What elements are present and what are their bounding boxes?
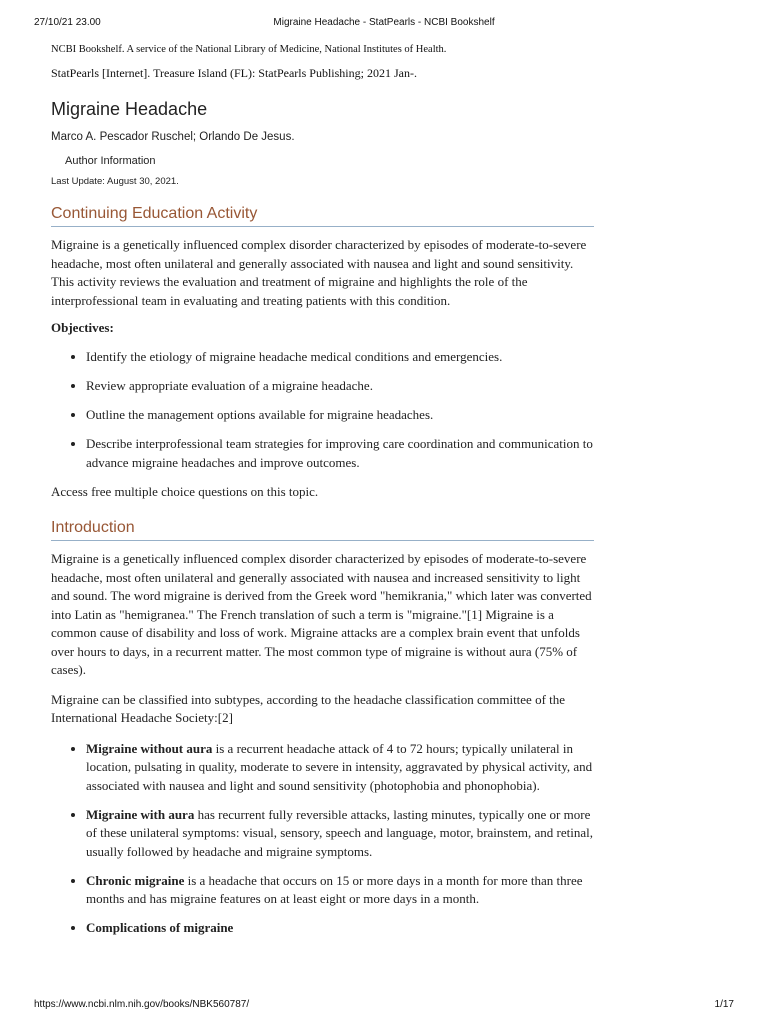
authors[interactable]: Marco A. Pescador Ruschel; Orlando De Jesus.: [51, 131, 295, 143]
list-item: [86, 740, 594, 796]
subtype-term: Chronic migraine: [86, 872, 185, 888]
list-item: • Identify the etiology of migraine headache medical conditions and emergencies.: [86, 348, 594, 367]
list-item: [86, 806, 594, 862]
subtype-term: Migraine without aura: [86, 740, 213, 756]
print-date: 27/10/21 23.00: [34, 17, 101, 28]
subtype-description: has recurrent fully reversible attacks, lasting minutes, typically one or more of these unilateral symptoms: visual, sensory, speech and language, motor, brainstem, and retinal, usually followed by headache and migraine symptoms.: [86, 806, 593, 859]
list-item: • Outline the management options available for migraine headaches.: [86, 406, 594, 425]
page-url: https://www.ncbi.nlm.nih.gov/books/NBK560787/: [34, 999, 250, 1010]
list-item: [86, 919, 594, 938]
last-update: Last Update: August 30, 2021.: [51, 176, 179, 187]
access-questions-link[interactable]: Access free multiple choice questions on this topic.: [51, 483, 319, 499]
introduction-paragraph-2: Migraine can be classified into subtypes, according to the headache classification committee of the International Headache Society:[2]: [51, 691, 566, 725]
print-page-title: Migraine Headache - StatPearls - NCBI Bookshelf: [273, 17, 495, 28]
introduction-heading: Introduction: [51, 519, 594, 541]
subtype-term: Migraine with aura: [86, 806, 195, 822]
ce-activity-heading: Continuing Education Activity: [51, 205, 594, 227]
ce-activity-paragraph: Migraine is a genetically influenced complex disorder characterized by episodes of moderate-to-severe headache, most often unilateral and generally associated with nausea and light and sound sensitivity. This activity reviews the evaluation and treatment of migraine and highlights the role of the interprofessional team in evaluating and treating patients with this condition.: [51, 237, 587, 308]
subtype-description: is a headache that occurs on 15 or more days in a month for more than three months and has migraine features on at least eight or more days in a month.: [86, 872, 583, 906]
list-item: • Review appropriate evaluation of a migraine headache.: [86, 377, 594, 396]
page-number: 1/17: [714, 999, 734, 1010]
objectives-list: [51, 348, 594, 472]
introduction-paragraph-1: Migraine is a genetically influenced complex disorder characterized by episodes of moderate-to-severe headache, most often unilateral and generally associated with nausea and increased sensitivity to light and sound. The word migraine is derived from the Greek word "hemikrania," which later was converted into Latin as "hemigranea." The French translation of such a term is "migraine."[1] Migraine is a common cause of disability and loss of work. Migraine attacks are a complex brain event that unfolds over hours to days, in a recurrent matter. The most common type of migraine is without aura (75% of cases).: [51, 551, 592, 677]
subtype-description: is a recurrent headache attack of 4 to 72 hours; typically unilateral in location, pulsating in quality, moderate to severe in intensity, aggravated by physical activity, and associated with nausea and light and sound sensitivity (photophobia and phonophobia).: [86, 740, 593, 793]
list-item: [86, 872, 594, 909]
author-information-link[interactable]: Author Information: [65, 155, 156, 167]
objectives-label: Objectives:: [51, 320, 114, 335]
list-item: • Describe interprofessional team strategies for improving care coordination and communication to advance migraine headaches and improve outcomes.: [86, 435, 594, 472]
subtype-term: Complications of migraine: [86, 920, 234, 935]
article-title: Migraine Headache: [51, 99, 208, 119]
migraine-subtypes-list: [51, 740, 594, 938]
citation: StatPearls [Internet]. Treasure Island (FL): StatPearls Publishing; 2021 Jan-.: [51, 66, 417, 80]
article-content: [51, 44, 594, 948]
ncbi-bookshelf-line: NCBI Bookshelf. A service of the National Library of Medicine, National Institutes of Health.: [51, 44, 447, 55]
